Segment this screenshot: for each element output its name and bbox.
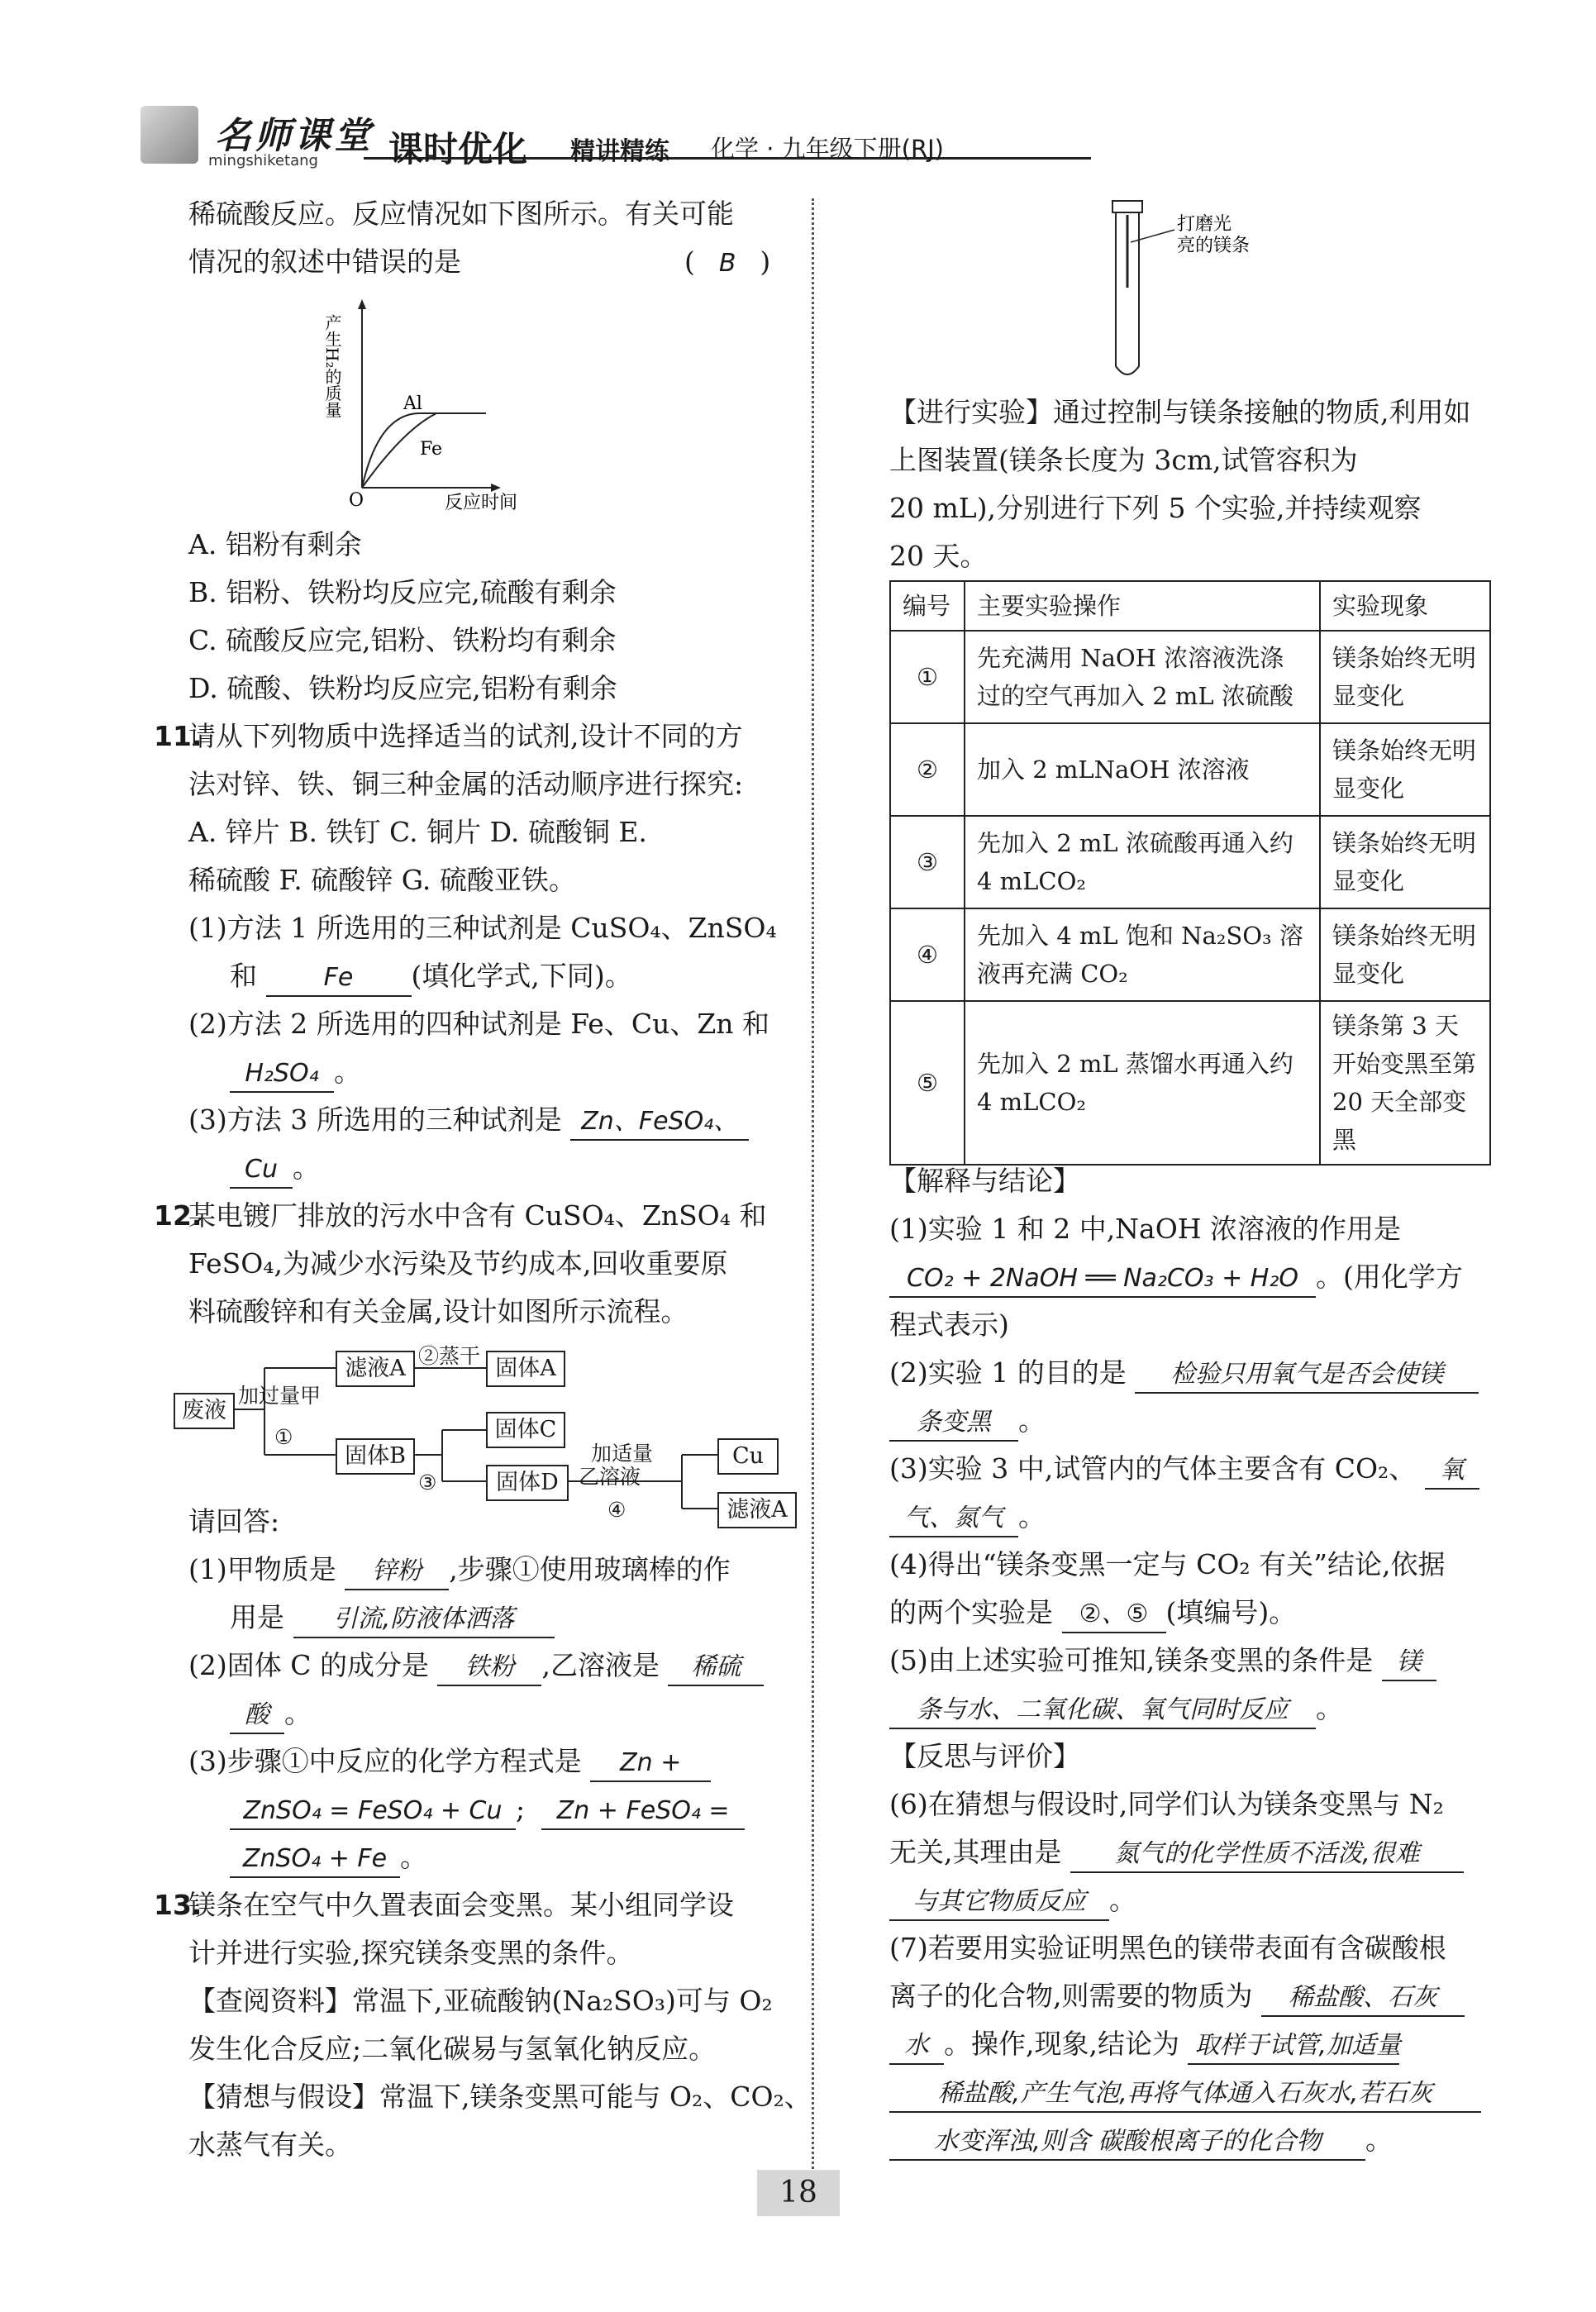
- book-title: 化学 · 九年级下册(RJ): [711, 135, 944, 163]
- q12-answer-3c: Zn + FeSO₄ =: [541, 1794, 745, 1830]
- q13-answer-5a: 镁: [1382, 1645, 1436, 1681]
- q10-option-b: B. 铝粉、铁粉均反应完,硫酸有剩余: [188, 576, 617, 608]
- q12-p3-row3: ZnSO₄ + Fe 。: [230, 1833, 427, 1881]
- q11-number: 11.: [154, 720, 202, 752]
- q13-c1a: (1)实验 1 和 2 中,NaOH 浓溶液的作用是: [889, 1213, 1402, 1245]
- q12-answer-3a: Zn +: [590, 1746, 711, 1782]
- q13-exp3: 20 mL),分别进行下列 5 个实验,并持续观察: [889, 492, 1422, 524]
- flow-solid-c: 固体C: [486, 1412, 565, 1448]
- q12-number: 12.: [154, 1199, 202, 1232]
- q13-exp4: 20 天。: [889, 540, 988, 572]
- origin-label: O: [349, 490, 364, 511]
- q13-answer-7c: 取样于试管,加适量: [1188, 2028, 1399, 2065]
- q13-c2-row: (2)实验 1 的目的是 检验只用氧气是否会使镁: [889, 1349, 1479, 1397]
- q12-p3-row2: ZnSO₄ = FeSO₄ + Cu ; Zn + FeSO₄ =: [230, 1785, 745, 1833]
- flow-cu: Cu: [717, 1438, 779, 1475]
- table-cell: 镁条始终无明显变化: [1320, 631, 1490, 723]
- x-arrow: [491, 484, 501, 492]
- q13-r7-row: 离子的化合物,则需要的物质为 稀盐酸、石灰: [889, 1972, 1465, 2020]
- q13-answer-5b: 条与水、二氧化碳、氧气同时反应: [889, 1693, 1316, 1729]
- table-header: 编号: [890, 581, 965, 631]
- q10-answer: ( B ): [684, 246, 771, 278]
- q11-answer-1: Fe: [266, 961, 412, 997]
- q12-answer-2b: 稀硫: [668, 1650, 764, 1686]
- q10-line2: 情况的叙述中错误的是: [188, 246, 461, 278]
- table-cell: 先加入 2 mL 蒸馏水再通入约 4 mLCO₂: [965, 1001, 1320, 1165]
- q11-answer-3a: Zn、FeSO₄、: [570, 1104, 749, 1141]
- label-al: Al: [403, 393, 422, 414]
- q10-option-c: C. 硫酸反应完,铝粉、铁粉均有剩余: [188, 624, 617, 656]
- brand-name: 名师课堂: [215, 115, 374, 157]
- q12-p2-row: (2)固体 C 的成分是 铁粉 ,乙溶液是 稀硫: [188, 1642, 764, 1690]
- y-arrow: [358, 299, 366, 309]
- q13-c5-row: (5)由上述实验可推知,镁条变黑的条件是 镁: [889, 1637, 1436, 1685]
- x-label: 反应时间: [445, 493, 518, 512]
- q13-exp2: 上图装置(镁条长度为 3cm,试管容积为: [889, 444, 1358, 476]
- q13-answer-7b: 水: [889, 2028, 944, 2065]
- table-cell: ④: [890, 908, 965, 1001]
- label-fe: Fe: [420, 439, 443, 460]
- experiment-table: [889, 580, 1491, 1166]
- table-header: 主要实验操作: [965, 581, 1320, 631]
- q12-line1: 某电镀厂排放的污水中含有 CuSO₄、ZnSO₄ 和: [188, 1199, 767, 1232]
- table-cell: ②: [890, 723, 965, 816]
- table-cell: 镁条始终无明显变化: [1320, 816, 1490, 908]
- table-cell: 镁条始终无明显变化: [1320, 723, 1490, 816]
- q11-choices2: 稀硫酸 F. 硫酸锌 G. 硫酸亚铁。: [188, 864, 576, 896]
- q12-p2-row2: 酸 。: [230, 1690, 312, 1738]
- q13-answer-3b: 气、氮气: [889, 1501, 1018, 1537]
- brand-pinyin: mingshiketang: [208, 152, 318, 169]
- q13-c4a: (4)得出“镁条变黑一定与 CO₂ 有关”结论,依据: [889, 1548, 1446, 1580]
- q13-r7-row2: 水 。操作,现象,结论为 取样于试管,加适量: [889, 2020, 1399, 2068]
- q13-r6a: (6)在猜想与假设时,同学们认为镁条变黑与 N₂: [889, 1788, 1444, 1820]
- q12-p1-row2: 用是 引流,防液体洒落: [230, 1594, 555, 1642]
- q13-r7-row4: 水变浑浊,则含 碳酸根离子的化合物 。: [889, 2116, 1393, 2164]
- flow-step2: ②蒸干: [418, 1344, 481, 1368]
- q12-answer-1b: 引流,防液体洒落: [293, 1602, 555, 1638]
- q11-p3-row: (3)方法 3 所选用的三种试剂是 Zn、FeSO₄、: [188, 1096, 749, 1144]
- table-row: [890, 1001, 1490, 1165]
- q10-graph: [321, 289, 635, 512]
- flow-solid-a: 固体A: [486, 1351, 565, 1387]
- q11-choices1: A. 锌片 B. 铁钉 C. 铜片 D. 硫酸铜 E.: [188, 816, 647, 848]
- table-cell: ①: [890, 631, 965, 723]
- subtitle: 精讲精练: [570, 137, 669, 166]
- q13-answer-6b: 与其它物质反应: [889, 1885, 1109, 1921]
- page-number: 18: [757, 2170, 840, 2216]
- q11-p1-row: 和 Fe (填化学式,下同)。: [188, 952, 632, 1000]
- q11-answer-3b: Cu: [230, 1152, 293, 1189]
- q13-answer-7e: 水变浑浊,则含 碳酸根离子的化合物: [889, 2124, 1365, 2161]
- q11-line2: 法对锌、铁、铜三种金属的活动顺序进行探究:: [188, 768, 744, 800]
- table-row: [890, 908, 1490, 1001]
- test-tube-figure: [1088, 197, 1336, 387]
- tube-label2: 亮的镁条: [1177, 236, 1251, 256]
- flow-waste: 废液: [174, 1393, 235, 1429]
- q10-option-a: A. 铝粉有剩余: [188, 528, 362, 560]
- table-cell: ③: [890, 816, 965, 908]
- q12-line3: 料硫酸锌和有关金属,设计如图所示流程。: [188, 1295, 688, 1328]
- q13-c5-row2: 条与水、二氧化碳、氧气同时反应 。: [889, 1685, 1343, 1733]
- column-divider: [812, 198, 814, 2174]
- q10-line1: 稀硫酸反应。反应情况如下图所示。有关可能: [188, 198, 734, 230]
- q13-c3-row: (3)实验 3 中,试管内的气体主要含有 CO₂、 氧: [889, 1445, 1479, 1493]
- q12-answer-2c: 酸: [230, 1698, 284, 1734]
- q11-p2a: (2)方法 2 所选用的四种试剂是 Fe、Cu、Zn 和: [188, 1008, 770, 1040]
- q12-answer-2: 铁粉: [437, 1650, 541, 1686]
- q13-answer-4: ②、⑤: [1062, 1597, 1166, 1633]
- flow-step4: ④: [607, 1498, 626, 1522]
- q13-answer-1: CO₂ + 2NaOH ══ Na₂CO₃ + H₂O: [889, 1261, 1316, 1298]
- q13-c4-row: 的两个实验是 ②、⑤ (填编号)。: [889, 1589, 1296, 1637]
- q13-ref2: 发生化合反应;二氧化碳易与氢氧化钠反应。: [188, 2033, 717, 2065]
- flow-solid-b: 固体B: [336, 1438, 415, 1475]
- table-row: [890, 816, 1490, 908]
- q12-answer-3b: ZnSO₄ = FeSO₄ + Cu: [230, 1794, 516, 1830]
- q13-c1-row: CO₂ + 2NaOH ══ Na₂CO₃ + H₂O 。(用化学方: [889, 1253, 1463, 1301]
- y-label: 产生H₂的质量: [322, 314, 342, 418]
- table-cell: 先加入 4 mL 饱和 Na₂SO₃ 溶液再充满 CO₂: [965, 908, 1320, 1001]
- flow-add-b1: 加适量: [591, 1442, 654, 1466]
- q13-line1: 镁条在空气中久置表面会变黑。某小组同学设: [188, 1889, 734, 1921]
- flow-step3: ③: [418, 1471, 437, 1494]
- q12-p1-row: (1)甲物质是 锌粉 ,步骤①使用玻璃棒的作: [188, 1546, 731, 1594]
- page-header: [141, 106, 1513, 182]
- q13-r6-row2: 与其它物质反应 。: [889, 1876, 1136, 1924]
- q13-answer-2b: 条变黑: [889, 1405, 1018, 1442]
- q11-p1a: (1)方法 1 所选用的三种试剂是 CuSO₄、ZnSO₄: [188, 912, 777, 944]
- q11-p2-row: H₂SO₄ 。: [230, 1048, 361, 1096]
- q12-line2: FeSO₄,为减少水污染及节约成本,回收重要原: [188, 1247, 728, 1280]
- table-row: [890, 631, 1490, 723]
- q13-c2-row2: 条变黑 。: [889, 1397, 1046, 1445]
- flow-solid-d: 固体D: [486, 1465, 569, 1501]
- reflection-title: 【反思与评价】: [889, 1740, 1080, 1772]
- table-cell: 镁条始终无明显变化: [1320, 908, 1490, 1001]
- q13-hyp1: 【猜想与假设】常温下,镁条变黑可能与 O₂、CO₂、: [188, 2081, 812, 2113]
- table-header: 实验现象: [1320, 581, 1490, 631]
- leader-line: [1131, 230, 1174, 242]
- table-cell: 先充满用 NaOH 浓溶液洗涤过的空气再加入 2 mL 浓硫酸: [965, 631, 1320, 723]
- series-title: 课时优化: [388, 129, 528, 169]
- table-cell: 先加入 2 mL 浓硫酸再通入约 4 mLCO₂: [965, 816, 1320, 908]
- table-cell: 镁条第 3 天开始变黑至第 20 天全部变黑: [1320, 1001, 1490, 1165]
- q11-line1: 请从下列物质中选择适当的试剂,设计不同的方: [188, 720, 743, 752]
- q13-r6-row: 无关,其理由是 氮气的化学性质不活泼,很难: [889, 1828, 1464, 1876]
- q13-number: 13.: [154, 1889, 202, 1921]
- q13-answer-6a: 氮气的化学性质不活泼,很难: [1070, 1837, 1464, 1873]
- q10-option-d: D. 硫酸、铁粉均反应完,铝粉有剩余: [188, 672, 617, 704]
- flow-add-b2: 乙溶液: [579, 1465, 641, 1489]
- q13-ref1: 【查阅资料】常温下,亚硫酸钠(Na₂SO₃)可与 O₂: [188, 1985, 773, 2017]
- q13-answer-7a: 稀盐酸、石灰: [1261, 1981, 1465, 2017]
- flow-step1: ①: [274, 1425, 293, 1449]
- table-row: [890, 723, 1490, 816]
- q13-exp1: 【进行实验】通过控制与镁条接触的物质,利用如: [889, 396, 1471, 428]
- brand-logo: [141, 106, 198, 164]
- q13-hyp2: 水蒸气有关。: [188, 2128, 352, 2161]
- q11-p3-row2: Cu 。: [230, 1144, 320, 1192]
- table-cell: 加入 2 mLNaOH 浓溶液: [965, 723, 1320, 816]
- q13-c3-row2: 气、氮气 。: [889, 1493, 1046, 1541]
- tube-stopper: [1112, 201, 1142, 212]
- table-cell: ⑤: [890, 1001, 965, 1165]
- table-header-row: [890, 581, 1490, 631]
- q13-r7a: (7)若要用实验证明黑色的镁带表面有含碳酸根: [889, 1932, 1446, 1964]
- q13-r7-row3: [889, 2068, 1481, 2116]
- q13-c1c: 程式表示): [889, 1309, 1009, 1341]
- q13-answer-7d: 稀盐酸,产生气泡,再将气体通入石灰水,若石灰: [889, 2076, 1481, 2113]
- tube-label1: 打磨光: [1177, 214, 1232, 235]
- q11-answer-2: H₂SO₄: [230, 1056, 334, 1093]
- q13-answer-3a: 氧: [1425, 1453, 1479, 1490]
- flow-filtrate-a2: 滤液A: [717, 1492, 797, 1528]
- q12-answer-1: 锌粉: [345, 1554, 449, 1590]
- q13-answer-2a: 检验只用氧气是否会使镁: [1135, 1357, 1479, 1394]
- conclusion-title: 【解释与结论】: [889, 1165, 1080, 1197]
- q12-ask: 请回答:: [188, 1505, 280, 1537]
- flow-filtrate-a: 滤液A: [336, 1351, 415, 1387]
- q12-p3-row: (3)步骤①中反应的化学方程式是 Zn +: [188, 1738, 711, 1785]
- flow-add-a: 加过量甲: [238, 1384, 322, 1408]
- q12-answer-3d: ZnSO₄ + Fe: [230, 1842, 400, 1878]
- q13-line2: 计并进行实验,探究镁条变黑的条件。: [188, 1937, 634, 1969]
